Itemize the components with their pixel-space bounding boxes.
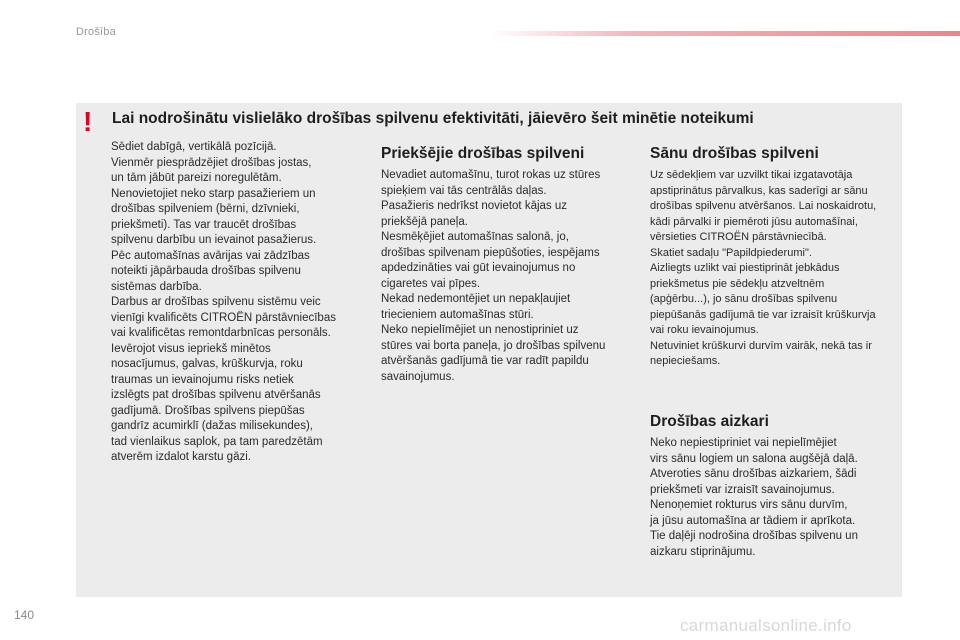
front-airbags-text: Nevadiet automašīnu, turot rokas uz stūres spieķiem vai tās centrālās daļas. Pasažieris nedrīkst novietot kājas uz priekšējā paneļa. Nesmēķējiet automašīnas salonā, jo, drošības spilvenam piepūšoties, iespējams apdedzināties vai gūt ievainojumus no cigaretes vai pīpes. Nekad nedemontējiet un nepakļaujiet triecieniem automašīnas stūri. Neko nepielīmējiet un nenostipriniet uz stūres vai borta paneļa, jo drošības spilvenu atvēršanās gadījumā tie var radīt papildu savainojumus.: [381, 169, 606, 383]
page-number: 140: [14, 608, 35, 622]
side-airbags-heading: Sānu drošības spilveni: [650, 145, 819, 162]
section-label: Drošība: [76, 26, 116, 38]
front-airbags-heading: Priekšējie drošības spilveni: [381, 145, 585, 162]
side-airbags-text: Uz sēdekļiem var uzvilkt tikai izgatavotāja apstiprinātus pārvalkus, kas saderīgi ar sānu drošības spilvenu atvēršanos. Lai noskaidrotu, kādi pārvalki ir piemēroti jūsu automašīnai, vērsieties CITROËN pārstāvniecībā. Skatiet sadaļu "Papildpiederumi". Aizliegts uzlikt vai piestiprināt jebkādus priekšmetus pie sēdekļu atzveltnēm (apģērbu...), jo sānu drošības spilvenu piepūšanās gadījumā tie var izraisīt krūškurvja vai roku ievainojumus. Netuviniet krūškurvi durvīm vairāk, nekā tas ir nepieciešams.: [650, 169, 877, 367]
watermark: carmanualsonline.info: [680, 616, 852, 635]
panel-title: Lai nodrošinātu vislielāko drošības spilvenu efektivitāti, jāievēro šeit minētie noteikumi: [112, 110, 754, 127]
header-accent-bar: [490, 31, 960, 36]
curtain-airbags-heading: Drošības aizkari: [650, 413, 769, 430]
curtain-airbags-text: Neko nepiestipriniet vai nepielīmējiet virs sānu logiem un salona augšējā daļā. Atveroties sānu drošības aizkariem, šādi priekšmeti var izraisīt savainojumus. Nenoņemiet rokturus virs sānu durvīm, ja jūsu automašīna ar tādiem ir aprīkota. Tie daļēji nodrošina drošības spilvenu un aizkaru stiprinājumu.: [650, 437, 858, 558]
warning-icon: !: [83, 106, 93, 137]
general-rules-text: Sēdiet dabīgā, vertikālā pozīcijā. Vienmēr piesprādzējiet drošības jostas, un tām jābūt pareizi noregulētām. Nenovietojiet neko starp pasažieriem un drošības spilveniem (bērni, dzīvnieki, priekšmeti). Tas var traucēt drošības spilvenu darbību un ievainot pasažierus. Pēc automašīnas avārijas vai zādzības noteikti jāpārbauda drošības spilvenu sistēmas darbība. Darbus ar drošības spilvenu sistēmu veic vienīgi kvalificēts CITROËN pārstāvniecības vai kvalificētas remontdarbnīcas personāls. Ievērojot visus iepriekš minētos nosacījumus, galvas, krūškurvja, roku traumas un ievainojumu risks netiek izslēgts pat drošības spilvenu atvēršanās gadījumā. Drošības spilvens piepūšas gandrīz acumirklī (dažas milisekundes), tad vienlaikus saplok, pa tam paredzētām atverēm izdalot karstu gāzi.: [111, 141, 336, 463]
